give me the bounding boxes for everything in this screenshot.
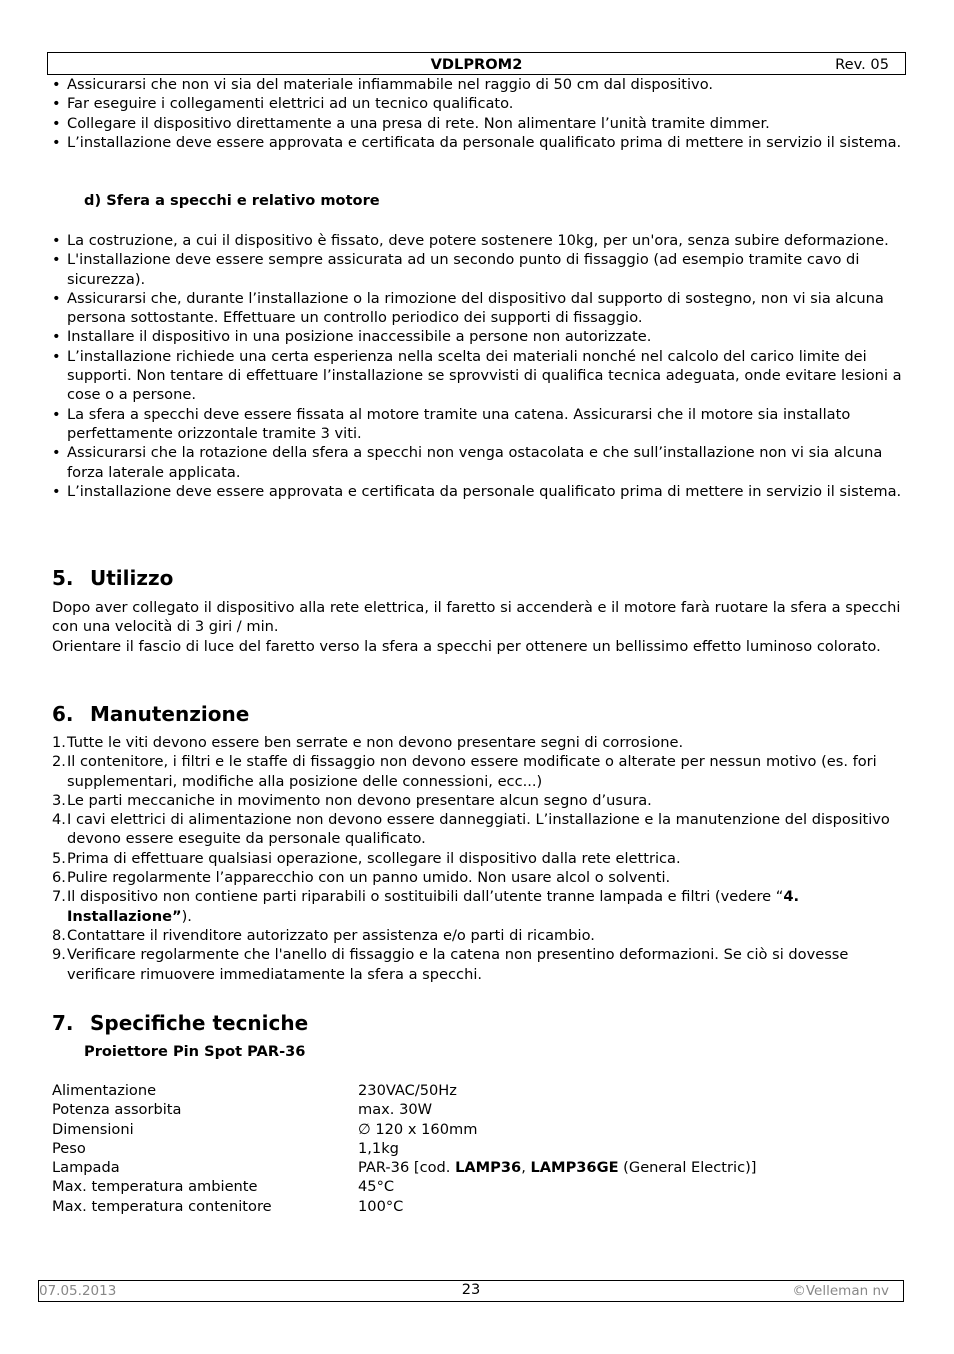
spec-label: Max. temperatura ambiente — [52, 1178, 258, 1196]
item-number: 6. — [52, 869, 66, 887]
lamp-text: PAR-36 [cod. — [358, 1159, 456, 1177]
item-text: Prima di effettuare qualsiasi operazione, scollegare il dispositivo dalla rete elettrica. — [67, 849, 681, 867]
spec-label: Potenza assorbita — [52, 1101, 182, 1119]
list-item: • Collegare il dispositivo direttamente a una presa di rete. Non alimentare l’unità tramite dimmer. — [52, 114, 904, 133]
list-item: • L’installazione deve essere approvata e certificata da personale qualificato prima di mettere in servizio il sistema. — [52, 133, 904, 152]
page-footer — [38, 1280, 904, 1302]
list-item — [52, 752, 904, 791]
list-item — [52, 926, 904, 945]
list-item — [52, 868, 904, 887]
list-item: • L’installazione deve essere approvata e certificata da personale qualificato prima di mettere in servizio il sistema. — [52, 482, 904, 501]
item-number: 1. — [52, 734, 66, 751]
section-title: Manutenzione — [90, 702, 250, 726]
item-number: 8. — [52, 926, 66, 944]
item-text: I cavi elettrici di alimentazione non devono essere danneggiati. L’installazione e la manutenzione del dispositivo devono essere eseguite da personale qualificato. — [67, 811, 890, 848]
list-item — [52, 810, 904, 849]
spec-label: Alimentazione — [52, 1082, 157, 1099]
table-row — [52, 1197, 757, 1216]
spec-label: Dimensioni — [52, 1120, 134, 1138]
table-row — [52, 1120, 757, 1139]
list-item: • Assicurarsi che non vi sia del materiale infiammabile nel raggio di 50 cm dal dispositivo. — [52, 75, 904, 94]
maintenance-list — [52, 733, 904, 984]
spec-table-wrap — [52, 1081, 904, 1216]
cross-reference: 4. Installazione” — [67, 888, 800, 925]
table-row — [52, 1081, 757, 1100]
section-title: Utilizzo — [90, 566, 174, 590]
item-text: Contattare il rivenditore autorizzato per assistenza e/o parti di ricambio. — [67, 926, 595, 944]
item-number: 3. — [52, 791, 66, 809]
item-text-end: ). — [181, 907, 192, 925]
list-item — [52, 849, 904, 868]
item-text: Il dispositivo non contiene parti riparabili o sostituibili dall’utente tranne lampada e filtri (vedere “ — [67, 888, 784, 906]
section-number: 7. — [52, 1011, 74, 1035]
list-item — [52, 733, 904, 752]
mirror-ball-list — [52, 231, 904, 501]
item-number: 7. — [52, 888, 66, 906]
list-item: • La sfera a specchi deve essere fissata al motore tramite una catena. Assicurarsi che il motore sia installato perfettamente orizzontale tramite 3 viti. — [52, 405, 904, 444]
page-number: 23 — [461, 1281, 481, 1298]
item-text: Verificare regolarmente che l'anello di fissaggio e la catena non presentino deformazioni. Se ciò si dovesse verificare rimuovere immediatamente la sfera a specchi. — [67, 946, 849, 983]
item-number: 9. — [52, 946, 66, 964]
section-heading-specifiche — [52, 1011, 308, 1035]
item-number: 2. — [52, 753, 66, 771]
table-row — [52, 1100, 757, 1119]
item-text: Tutte le viti devono essere ben serrate e non devono presentare segni di corrosione. — [67, 734, 684, 751]
spec-label: Lampada — [52, 1159, 120, 1177]
spec-value: 230VAC/50Hz — [358, 1082, 457, 1099]
section-heading-utilizzo — [52, 566, 173, 590]
list-item: • L’installazione richiede una certa esperienza nella scelta dei materiali nonché nel calcolo del carico limite dei supporti. Non tentare di effettuare l’installazione se sprovvisti di qualifica tecnica adeguata, onde evitare lesioni a cose o a persone. — [52, 347, 904, 405]
list-item — [52, 945, 904, 984]
spec-value: ∅ 120 x 160mm — [358, 1120, 478, 1138]
item-text: Pulire regolarmente l’apparecchio con un panno umido. Non usare alcol o solventi. — [67, 869, 671, 887]
lamp-code: LAMP36 — [455, 1159, 522, 1177]
list-item — [52, 887, 904, 926]
lamp-separator: , — [521, 1159, 531, 1177]
list-item: • Assicurarsi che la rotazione della sfera a specchi non venga ostacolata e che sull’installazione non vi sia alcuna forza laterale applicata. — [52, 443, 904, 482]
footer-date: 07.05.2013 — [39, 1283, 117, 1299]
lamp-code: LAMP36GE — [530, 1159, 619, 1177]
table-row — [52, 1158, 757, 1177]
section-heading-manutenzione — [52, 702, 249, 726]
lamp-text-end: (General Electric)] — [618, 1159, 757, 1177]
spec-value: 1,1kg — [358, 1139, 399, 1157]
section-number: 6. — [52, 702, 74, 726]
section-utilizzo-body — [52, 598, 904, 656]
list-item: • La costruzione, a cui il dispositivo è fissato, deve potere sostenere 10kg, per un'ora, senza subire deformazione. — [52, 231, 904, 250]
section-number: 5. — [52, 566, 74, 590]
spec-value: max. 30W — [358, 1101, 433, 1119]
subsection-heading: d) Sfera a specchi e relativo motore — [84, 192, 380, 209]
product-name: Proiettore Pin Spot PAR-36 — [84, 1043, 306, 1060]
revision: Rev. 05 — [835, 56, 889, 73]
list-item — [52, 791, 904, 810]
table-row — [52, 1139, 757, 1158]
spec-value: 45°C — [358, 1178, 395, 1196]
table-row — [52, 1177, 757, 1196]
spec-table — [52, 1081, 757, 1216]
safety-list-top — [52, 75, 904, 152]
footer-copyright: ©Velleman nv — [792, 1283, 889, 1299]
paragraph: Orientare il fascio di luce del faretto verso la sfera a specchi per ottenere un bellissimo effetto luminoso colorato. — [52, 637, 881, 655]
list-item: • Installare il dispositivo in una posizione inaccessibile a persone non autorizzate. — [52, 327, 904, 346]
page-header — [47, 52, 906, 75]
spec-label: Max. temperatura contenitore — [52, 1197, 272, 1215]
list-item: • Assicurarsi che, durante l’installazione o la rimozione del dispositivo dal supporto di sostegno, non vi sia alcuna persona sottostante. Effettuare un controllo periodico dei supporti di fissaggio. — [52, 289, 904, 328]
item-number: 4. — [52, 811, 66, 829]
list-item: • L'installazione deve essere sempre assicurata ad un secondo punto di fissaggio (ad esempio tramite cavo di sicurezza). — [52, 250, 904, 289]
item-text: Il contenitore, i filtri e le staffe di fissaggio non devono essere modificate o alterate per nessun motivo (es. fori supplementari, modifiche alla posizione delle connessioni, ecc...) — [67, 753, 877, 790]
item-text: Le parti meccaniche in movimento non devono presentare alcun segno d’usura. — [67, 791, 652, 809]
spec-value — [358, 1158, 757, 1177]
section-title: Specifiche tecniche — [90, 1011, 309, 1035]
spec-value: 100°C — [358, 1197, 404, 1215]
spec-label: Peso — [52, 1139, 86, 1157]
item-number: 5. — [52, 849, 66, 867]
model-name: VDLPROM2 — [430, 56, 523, 73]
list-item: • Far eseguire i collegamenti elettrici ad un tecnico qualificato. — [52, 94, 904, 113]
paragraph: Dopo aver collegato il dispositivo alla rete elettrica, il faretto si accenderà e il motore farà ruotare la sfera a specchi con una velocità di 3 giri / min. — [52, 599, 901, 636]
